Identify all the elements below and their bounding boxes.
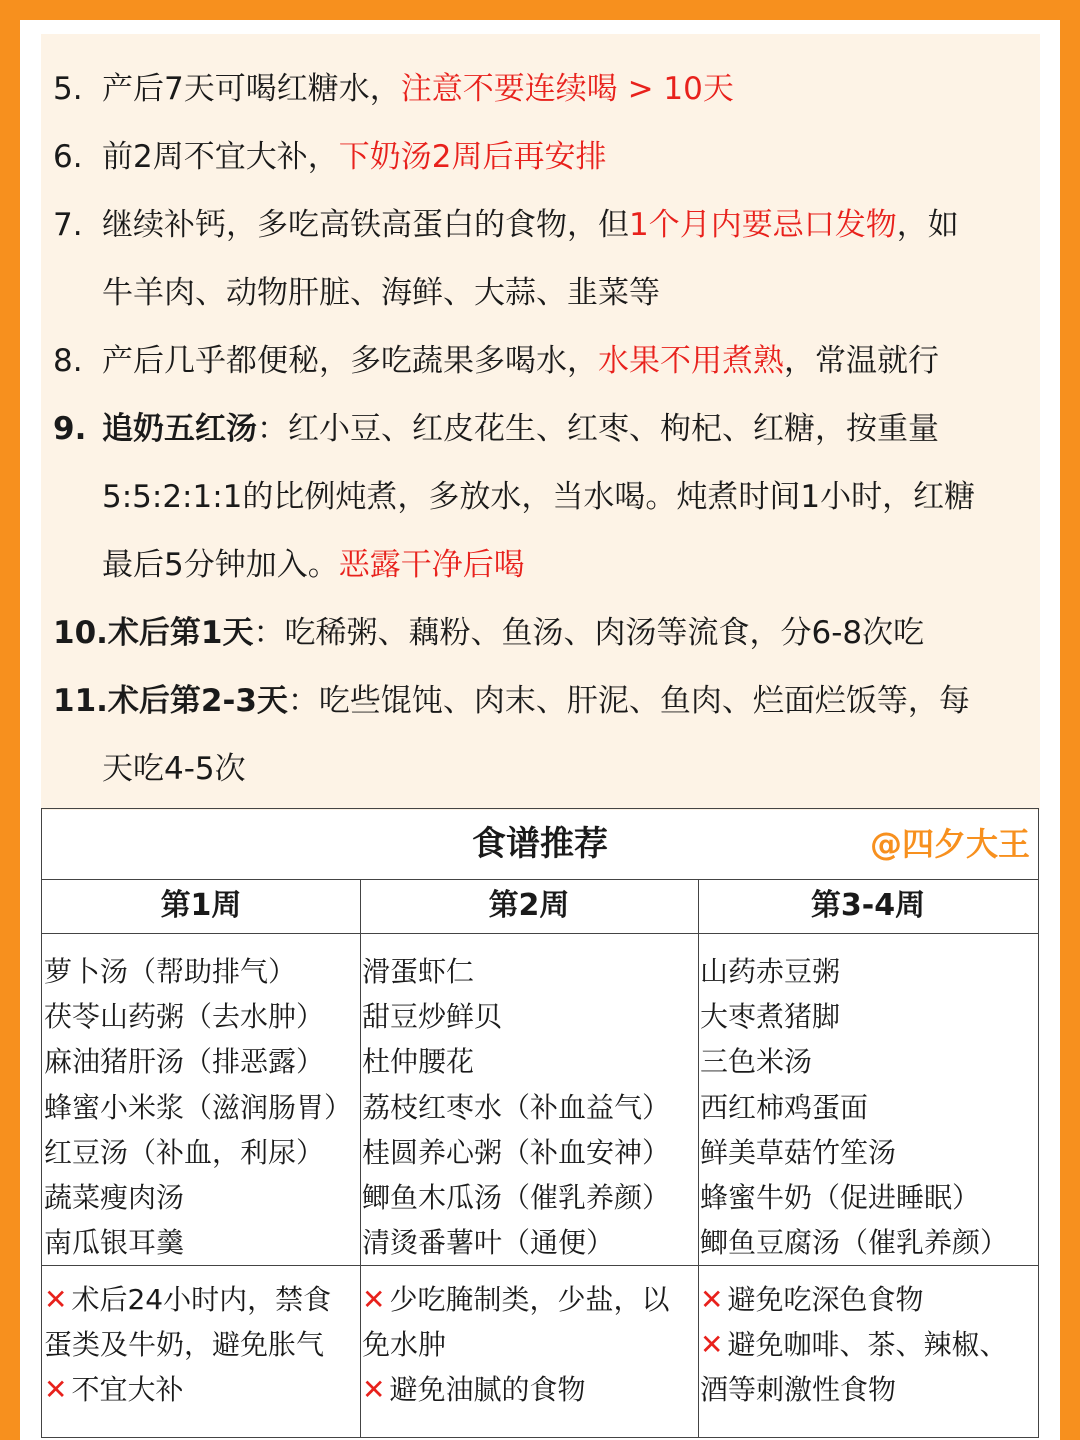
note-number: 9.	[53, 411, 87, 447]
column-divider	[360, 879, 361, 1437]
dish-item: 茯苓山药粥（去水肿）	[44, 1000, 325, 1034]
keyword-text: 10.术后第1天	[53, 615, 254, 651]
dish-item: 南瓜银耳羹	[44, 1226, 185, 1260]
note-segment: ：吃些馄饨、肉末、肝泥、鱼肉、烂面烂饭等，每	[287, 683, 970, 719]
warning-line	[362, 1322, 669, 1367]
highlight-text: 下奶汤2周后再安排	[338, 139, 607, 175]
warning-line	[362, 1277, 669, 1322]
dish-item: 西红柿鸡蛋面	[700, 1090, 869, 1124]
warning-line	[44, 1322, 331, 1367]
note-text	[53, 599, 924, 667]
dish-item: 大枣煮猪脚	[700, 1000, 841, 1034]
week-1-dish-list	[44, 949, 352, 1265]
warning-text: 术后24小时内，禁食	[71, 1283, 332, 1316]
cross-mark-icon: ✕	[44, 1283, 68, 1316]
note-number: 8.	[53, 343, 83, 379]
highlight-text: 注意不要连续喝 > 10天	[400, 71, 734, 107]
note-segment: 5:5:2:1:1的比例炖煮，多放水，当水喝。炖煮时间1小时，红糖	[102, 479, 976, 515]
header-week-2: 第2周	[488, 888, 570, 923]
note-text	[102, 191, 959, 259]
note-text	[102, 735, 246, 803]
note-text	[102, 463, 975, 531]
note-segment: 牛羊肉、动物肝脏、海鲜、大蒜、韭菜等	[102, 275, 660, 311]
warning-text: 避免油腻的食物	[389, 1373, 586, 1406]
note-text	[102, 395, 939, 463]
note-text	[53, 667, 970, 735]
week-2-dish-list	[362, 949, 670, 1265]
note-number: 6.	[53, 139, 83, 175]
note-number: 5.	[53, 71, 83, 107]
week-3-4-dish-list	[700, 949, 1008, 1265]
highlight-text: 恶露干净后喝	[338, 547, 525, 583]
table-header-row	[42, 879, 1038, 934]
cross-mark-icon: ✕	[362, 1373, 386, 1406]
cross-mark-icon: ✕	[700, 1283, 724, 1316]
dish-item: 滑蛋虾仁	[362, 955, 475, 988]
warning-text: 免水肿	[362, 1328, 447, 1361]
dish-item: 蜂蜜牛奶（促进睡眠）	[700, 1181, 981, 1215]
page	[20, 20, 1060, 1440]
note-segment: 最后5分钟加入。	[102, 547, 339, 583]
dish-item: 蜂蜜小米浆（滋润肠胃）	[44, 1090, 353, 1124]
recipe-table	[41, 808, 1039, 1438]
warning-line	[700, 1367, 1007, 1412]
highlight-text: 1个月内要忌口发物	[629, 207, 897, 243]
dish-item: 桂圆养心粥（补血安神）	[362, 1135, 671, 1169]
warning-text: 不宜大补	[71, 1373, 184, 1406]
dish-item: 萝卜汤（帮助排气）	[44, 955, 297, 988]
dish-item: 鲜美草菇竹笙汤	[700, 1135, 897, 1169]
warning-text: 蛋类及牛奶，避免胀气	[44, 1328, 325, 1361]
note-segment: ，常温就行	[784, 343, 939, 379]
warning-text: 避免吃深色食物	[727, 1283, 924, 1316]
note-segment: 天吃4-5次	[102, 751, 246, 787]
dish-item: 杜仲腰花	[362, 1045, 475, 1079]
note-segment: ：红小豆、红皮花生、红枣、枸杞、红糖，按重量	[257, 411, 939, 447]
warning-text: 避免咖啡、茶、辣椒、	[727, 1328, 1008, 1361]
warning-line	[44, 1277, 331, 1322]
note-text	[102, 531, 525, 599]
warning-text: 酒等刺激性食物	[700, 1373, 897, 1406]
warning-line	[700, 1322, 1007, 1367]
note-text	[102, 123, 606, 191]
note-segment: 产后几乎都便秘，多吃蔬果多喝水，	[102, 343, 598, 379]
cross-mark-icon: ✕	[700, 1328, 724, 1361]
dish-item: 荔枝红枣水（补血益气）	[362, 1090, 671, 1124]
note-segment: 产后7天可喝红糖水，	[102, 71, 401, 107]
header-week-3-4: 第3-4周	[810, 888, 926, 923]
week-3-4-warnings	[700, 1277, 1007, 1412]
highlight-text: 水果不用煮熟	[598, 343, 784, 379]
dish-item: 蔬菜瘦肉汤	[44, 1181, 185, 1215]
week-2-warnings	[362, 1277, 669, 1412]
warning-line	[700, 1277, 1007, 1322]
dish-item: 红豆汤（补血，利尿）	[44, 1135, 325, 1169]
warning-text: 少吃腌制类，少盐，以	[389, 1283, 670, 1316]
note-text	[102, 55, 734, 123]
keyword-text: 追奶五红汤	[102, 411, 257, 447]
header-week-1: 第1周	[160, 888, 242, 923]
dish-item: 三色米汤	[700, 1045, 813, 1079]
warning-line	[44, 1367, 331, 1412]
dish-item: 清烫番薯叶（通便）	[362, 1226, 615, 1260]
dish-item: 山药赤豆粥	[700, 955, 841, 988]
cross-mark-icon: ✕	[44, 1373, 68, 1406]
row-divider	[42, 1265, 1038, 1266]
dish-item: 麻油猪肝汤（排恶露）	[44, 1045, 325, 1079]
cross-mark-icon: ✕	[362, 1283, 386, 1316]
column-divider	[698, 879, 699, 1437]
keyword-text: 11.术后第2-3天	[53, 683, 288, 719]
author-handle: @四夕大王	[869, 825, 1030, 863]
dish-item: 鲫鱼木瓜汤（催乳养颜）	[362, 1181, 671, 1215]
warning-line	[362, 1367, 669, 1412]
table-title: 食谱推荐	[42, 809, 1038, 880]
note-segment: ，如	[896, 207, 959, 243]
note-segment: 前2周不宜大补，	[102, 139, 339, 175]
note-text	[102, 327, 939, 395]
dish-item: 鲫鱼豆腐汤（催乳养颜）	[700, 1226, 1009, 1260]
diet-notes-panel	[41, 34, 1040, 810]
note-text	[102, 259, 660, 327]
note-segment: ：吃稀粥、藕粉、鱼汤、肉汤等流食，分6-8次吃	[253, 615, 925, 651]
note-segment: 继续补钙，多吃高铁高蛋白的食物，但	[102, 207, 629, 243]
dish-item: 甜豆炒鲜贝	[362, 1000, 503, 1034]
note-number: 7.	[53, 207, 83, 243]
week-1-warnings	[44, 1277, 331, 1412]
